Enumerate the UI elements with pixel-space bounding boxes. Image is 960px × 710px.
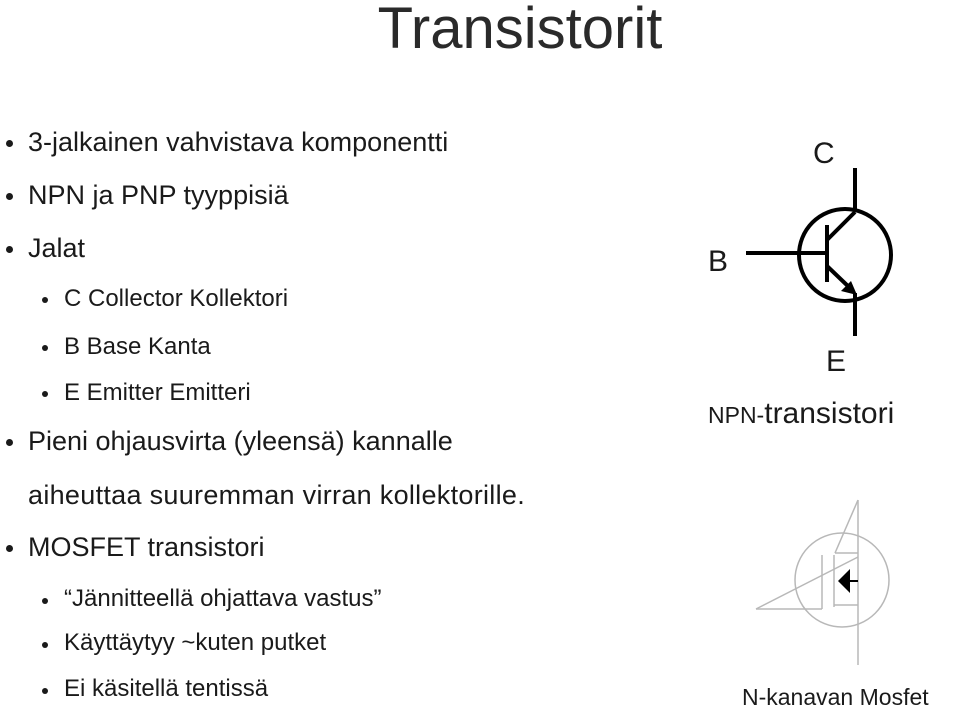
- npn-base-label: B: [708, 245, 729, 278]
- sub-bullet-item: Käyttäytyy ~kuten putket: [64, 629, 327, 656]
- npn-collector-label: C: [813, 137, 835, 170]
- bullet-dot: [6, 545, 13, 552]
- bullet-dot: [6, 193, 13, 200]
- mosfet-diagonal-upper: [835, 500, 858, 553]
- slide-title: Transistorit: [377, 0, 663, 61]
- bullet-item: 3-jalkainen vahvistava komponentti: [28, 127, 449, 157]
- sub-bullet-item: C Collector Kollektori: [64, 285, 289, 312]
- sub-bullet-dot: [42, 345, 48, 351]
- bullet-dot: [6, 439, 13, 446]
- sub-bullet-item: “Jännitteellä ohjattava vastus”: [64, 585, 382, 612]
- sub-bullet-dot: [42, 688, 48, 694]
- sub-bullet-dot: [42, 391, 48, 397]
- sub-bullet-dot: [42, 598, 48, 604]
- bullet-item: MOSFET transistori: [28, 532, 265, 562]
- sub-bullet-dot: [42, 297, 48, 303]
- sub-bullet-item: Ei käsitellä tentissä: [64, 675, 269, 702]
- npn-emitter-label: E: [826, 345, 847, 378]
- npn-caption: [708, 398, 894, 435]
- bullet-item-continuation: aiheuttaa suuremman virran kollektorille.: [28, 480, 526, 510]
- npn-caption-main: transistori: [764, 397, 895, 430]
- sub-bullet-dot: [42, 642, 48, 648]
- bullet-item: Pieni ohjausvirta (yleensä) kannalle: [28, 426, 453, 456]
- sub-bullet-item: E Emitter Emitteri: [64, 379, 251, 406]
- bullet-item: NPN ja PNP tyyppisiä: [28, 180, 289, 210]
- mosfet-symbol: [750, 495, 960, 675]
- mosfet-caption: N-kanavan Mosfet: [742, 684, 929, 710]
- mosfet-arrow: [838, 569, 850, 593]
- bullet-dot: [6, 140, 13, 147]
- npn-caption-prefix: NPN-: [708, 402, 765, 428]
- bullet-dot: [6, 246, 13, 253]
- npn-collector-diagonal: [827, 212, 855, 240]
- bullet-item: Jalat: [28, 233, 86, 263]
- sub-bullet-item: B Base Kanta: [64, 333, 211, 360]
